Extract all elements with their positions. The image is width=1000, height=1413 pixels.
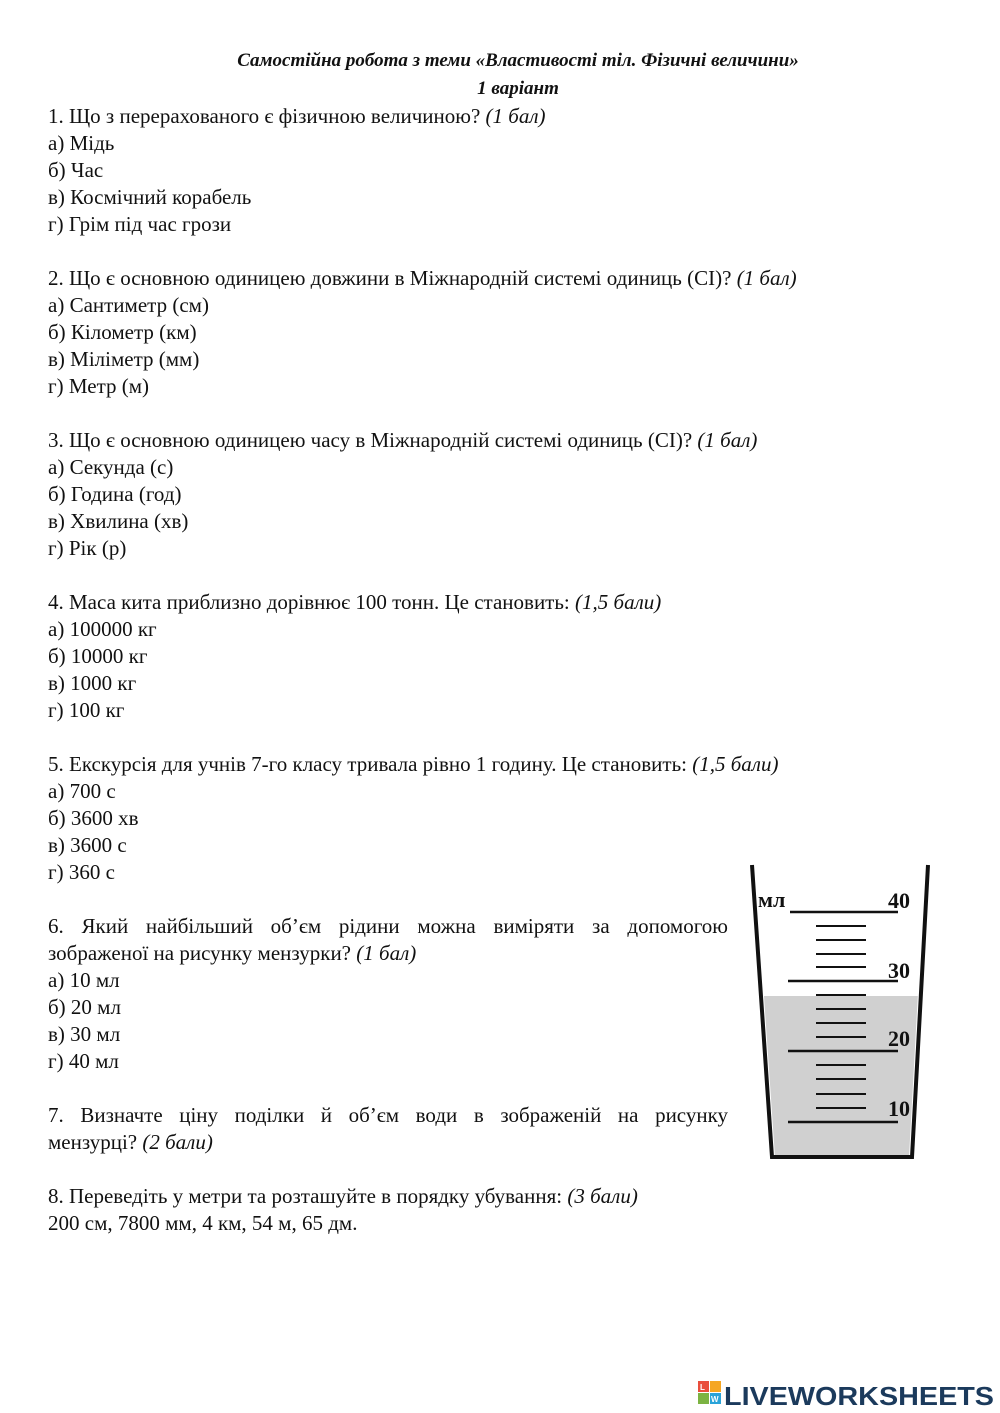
option-1d: г) Грім під час грози xyxy=(48,212,232,236)
question-8 xyxy=(48,1183,638,1210)
brand-name: LIVEWORKSHEETS xyxy=(724,1381,994,1411)
question-text: 4. Маса кита приблизно дорівнює 100 тонн. Це становить: xyxy=(48,590,576,614)
question-text: 3. Що є основною одиницею часу в Міжнародній системі одиниць (СІ)? xyxy=(48,428,698,452)
question-4 xyxy=(48,589,661,616)
scale-label-10: 10 xyxy=(888,1096,910,1121)
option-5b: б) 3600 хв xyxy=(48,806,139,830)
option-1a: а) Мідь xyxy=(48,131,115,155)
option-3d: г) Рік (р) xyxy=(48,536,127,560)
option-3b: б) Година (год) xyxy=(48,482,182,506)
question-8-values: 200 см, 7800 мм, 4 км, 54 м, 65 дм. xyxy=(48,1211,358,1235)
option-2c: в) Міліметр (мм) xyxy=(48,347,200,371)
question-points: (3 бали) xyxy=(567,1184,638,1208)
logo-square xyxy=(710,1381,721,1392)
question-1 xyxy=(48,103,546,130)
question-text: 1. Що з перерахованого є фізичною величиною? xyxy=(48,104,486,128)
scale-label-40: 40 xyxy=(888,888,910,913)
logo-square xyxy=(698,1393,709,1404)
option-6d: г) 40 мл xyxy=(48,1049,119,1073)
question-text: 8. Переведіть у метри та розташуйте в порядку убування: xyxy=(48,1184,568,1208)
option-6a: а) 10 мл xyxy=(48,968,120,992)
question-points: (1 бал) xyxy=(736,266,797,290)
question-points: (1,5 бали) xyxy=(692,752,779,776)
unit-label: мл xyxy=(758,887,786,912)
option-6c: в) 30 мл xyxy=(48,1022,121,1046)
question-3 xyxy=(48,427,757,454)
question-6-line-2 xyxy=(48,940,416,967)
option-5c: в) 3600 с xyxy=(48,833,127,857)
liveworksheets-logo xyxy=(698,1376,998,1412)
graduated-cylinder-figure xyxy=(740,860,940,1165)
question-points: (2 бали) xyxy=(142,1130,213,1154)
question-2 xyxy=(48,265,797,292)
option-2b: б) Кілометр (км) xyxy=(48,320,197,344)
water-fill xyxy=(764,996,918,1155)
option-3a: а) Секунда (с) xyxy=(48,455,174,479)
option-2d: г) Метр (м) xyxy=(48,374,150,398)
question-6-line-1: 6. Який найбільший об’єм рідини можна виміряти за допомогою xyxy=(48,914,728,938)
option-6b: б) 20 мл xyxy=(48,995,121,1019)
question-points: (1,5 бали) xyxy=(575,590,662,614)
worksheet-title: Самостійна робота з теми «Властивості тіл. Фізичні величини» xyxy=(237,50,799,71)
question-points: (1 бал) xyxy=(697,428,758,452)
question-points: (1 бал) xyxy=(356,941,417,965)
logo-letter: L xyxy=(700,1383,705,1392)
option-4d: г) 100 кг xyxy=(48,698,125,722)
question-text: 2. Що є основною одиницею довжини в Міжнародній системі одиниць (СІ)? xyxy=(48,266,737,290)
question-points: (1 бал) xyxy=(485,104,546,128)
scale-label-30: 30 xyxy=(888,958,910,983)
option-4c: в) 1000 кг xyxy=(48,671,137,695)
option-2a: а) Сантиметр (см) xyxy=(48,293,209,317)
question-text: зображеної на рисунку мензурки? xyxy=(48,941,357,965)
logo-letter: W xyxy=(711,1395,719,1404)
question-5 xyxy=(48,751,778,778)
question-text: мензурці? xyxy=(48,1130,143,1154)
option-5a: а) 700 с xyxy=(48,779,116,803)
question-7-line-2 xyxy=(48,1129,213,1156)
variant-label: 1 варіант xyxy=(477,78,559,99)
option-1b: б) Час xyxy=(48,158,104,182)
question-text: 5. Екскурсія для учнів 7-го класу тривала рівно 1 годину. Це становить: xyxy=(48,752,693,776)
option-1c: в) Космічний корабель xyxy=(48,185,252,209)
option-5d: г) 360 с xyxy=(48,860,115,884)
option-4b: б) 10000 кг xyxy=(48,644,148,668)
option-3c: в) Хвилина (хв) xyxy=(48,509,189,533)
scale-label-20: 20 xyxy=(888,1026,910,1051)
question-7-line-1: 7. Визначте ціну поділки й об’єм води в зображеній на рисунку xyxy=(48,1103,728,1127)
option-4a: а) 100000 кг xyxy=(48,617,157,641)
